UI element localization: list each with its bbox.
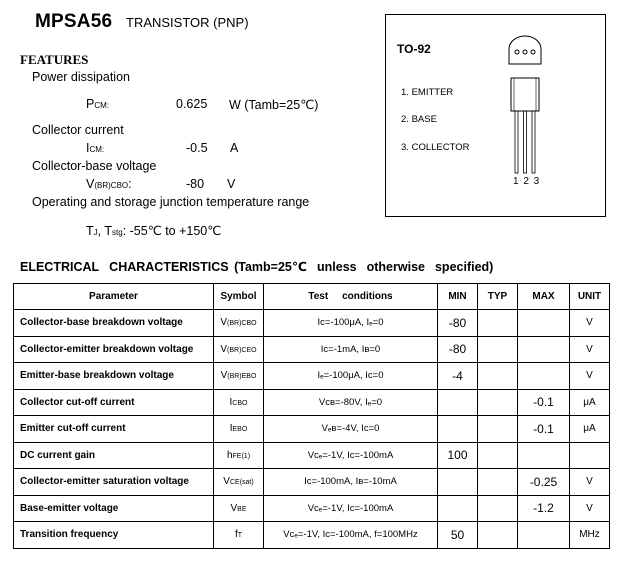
temperature-label: Operating and storage junction temperature range xyxy=(32,195,310,209)
power-dissipation-symbol: PCM: xyxy=(86,97,110,111)
min-cell: -80 xyxy=(438,310,478,337)
column-header: Test conditions xyxy=(264,284,438,310)
symbol-cell: VCE(sat) xyxy=(214,469,264,496)
unit-cell: V xyxy=(570,363,610,390)
typ-cell xyxy=(478,363,518,390)
pin-numbers: 1 2 3 xyxy=(513,176,540,187)
part-number: MPSA56 xyxy=(35,11,113,32)
max-cell xyxy=(518,442,570,469)
max-cell: -0.25 xyxy=(518,469,570,496)
unit-cell: V xyxy=(570,469,610,496)
min-cell: 100 xyxy=(438,442,478,469)
parameter-cell: Base-emitter voltage xyxy=(14,495,214,522)
max-cell: -1.2 xyxy=(518,495,570,522)
max-cell xyxy=(518,310,570,337)
column-header: TYP xyxy=(478,284,518,310)
features-heading: FEATURES xyxy=(20,52,89,67)
test-conditions-cell: Vᴄₑ=-1V, Ic=-100mA xyxy=(264,495,438,522)
collector-current-unit: A xyxy=(230,141,239,155)
max-cell xyxy=(518,363,570,390)
table-row xyxy=(14,469,610,496)
table-row xyxy=(14,389,610,416)
symbol-cell: V(BR)CEO xyxy=(214,336,264,363)
unit-cell: μA xyxy=(570,416,610,443)
typ-cell xyxy=(478,336,518,363)
collector-current-label: Collector current xyxy=(32,123,124,137)
max-cell xyxy=(518,522,570,549)
table-header-row xyxy=(14,284,610,310)
min-cell: -80 xyxy=(438,336,478,363)
package-title: TO-92 xyxy=(397,42,431,56)
temperature-range: TJ, Tstg: -55℃ to +150℃ xyxy=(86,224,222,238)
parameter-cell: Emitter-base breakdown voltage xyxy=(14,363,214,390)
table-row xyxy=(14,363,610,390)
column-header: UNIT xyxy=(570,284,610,310)
power-dissipation-value: 0.625 xyxy=(176,97,208,111)
symbol-cell: hFE(1) xyxy=(214,442,264,469)
collector-base-voltage-value: -80 xyxy=(186,177,205,191)
test-conditions-cell: Ic=-100mA, Iʙ=-10mA xyxy=(264,469,438,496)
table-row xyxy=(14,416,610,443)
test-conditions-cell: Vᴄₑ=-1V, Ic=-100mA xyxy=(264,442,438,469)
table-row xyxy=(14,495,610,522)
table-row xyxy=(14,522,610,549)
symbol-cell: ICBO xyxy=(214,389,264,416)
unit-cell: V xyxy=(570,336,610,363)
column-header: Symbol xyxy=(214,284,264,310)
typ-cell xyxy=(478,389,518,416)
collector-base-voltage-symbol: V(BR)CBO: xyxy=(86,177,132,191)
test-conditions-cell: Vₑʙ=-4V, Ic=0 xyxy=(264,416,438,443)
unit-cell xyxy=(570,442,610,469)
test-conditions-cell: Vᴄₑ=-1V, Ic=-100mA, f=100MHz xyxy=(264,522,438,549)
pin-2-label: 2. BASE xyxy=(401,114,437,125)
symbol-cell: VBE xyxy=(214,495,264,522)
parameter-cell: Collector-base breakdown voltage xyxy=(14,310,214,337)
max-cell xyxy=(518,336,570,363)
table-row xyxy=(14,310,610,337)
part-type: TRANSISTOR (PNP) xyxy=(126,15,249,30)
collector-base-voltage-label: Collector-base voltage xyxy=(32,159,157,173)
pin-3-label: 3. COLLECTOR xyxy=(401,142,470,153)
collector-current-symbol: ICM: xyxy=(86,141,105,155)
table-row xyxy=(14,336,610,363)
typ-cell xyxy=(478,495,518,522)
parameter-cell: DC current gain xyxy=(14,442,214,469)
unit-cell: V xyxy=(570,310,610,337)
typ-cell xyxy=(478,310,518,337)
parameter-cell: Transition frequency xyxy=(14,522,214,549)
column-header: MIN xyxy=(438,284,478,310)
max-cell: -0.1 xyxy=(518,416,570,443)
test-conditions-cell: Ic=-1mA, Iʙ=0 xyxy=(264,336,438,363)
symbol-cell: V(BR)CBO xyxy=(214,310,264,337)
typ-cell xyxy=(478,442,518,469)
typ-cell xyxy=(478,416,518,443)
table-row xyxy=(14,442,610,469)
parameter-cell: Collector-emitter saturation voltage xyxy=(14,469,214,496)
pin-1-label: 1. EMITTER xyxy=(401,87,454,98)
parameter-cell: Emitter cut-off current xyxy=(14,416,214,443)
unit-cell: μA xyxy=(570,389,610,416)
max-cell: -0.1 xyxy=(518,389,570,416)
column-header: Parameter xyxy=(14,284,214,310)
min-cell xyxy=(438,416,478,443)
parameter-cell: Collector-emitter breakdown voltage xyxy=(14,336,214,363)
symbol-cell: V(BR)EBO xyxy=(214,363,264,390)
power-dissipation-label: Power dissipation xyxy=(32,70,130,84)
min-cell xyxy=(438,389,478,416)
parameter-cell: Collector cut-off current xyxy=(14,389,214,416)
to92-package-drawing xyxy=(500,30,550,178)
column-header: MAX xyxy=(518,284,570,310)
typ-cell xyxy=(478,469,518,496)
collector-current-value: -0.5 xyxy=(186,141,208,155)
electrical-characteristics-table xyxy=(13,283,610,549)
power-dissipation-unit: W (Tamb=25℃) xyxy=(229,98,319,112)
min-cell xyxy=(438,469,478,496)
test-conditions-cell: Ic=-100μA, Iₑ=0 xyxy=(264,310,438,337)
unit-cell: V xyxy=(570,495,610,522)
symbol-cell: fT xyxy=(214,522,264,549)
min-cell: 50 xyxy=(438,522,478,549)
test-conditions-cell: Iₑ=-100μA, Ic=0 xyxy=(264,363,438,390)
test-conditions-cell: Vᴄʙ=-80V, Iₑ=0 xyxy=(264,389,438,416)
typ-cell xyxy=(478,522,518,549)
collector-base-voltage-unit: V xyxy=(227,177,236,191)
symbol-cell: IEBO xyxy=(214,416,264,443)
min-cell xyxy=(438,495,478,522)
electrical-heading: ELECTRICAL CHARACTERISTICS (Tamb=25℃ unless otherwise specified) xyxy=(20,260,494,274)
min-cell: -4 xyxy=(438,363,478,390)
unit-cell: MHz xyxy=(570,522,610,549)
